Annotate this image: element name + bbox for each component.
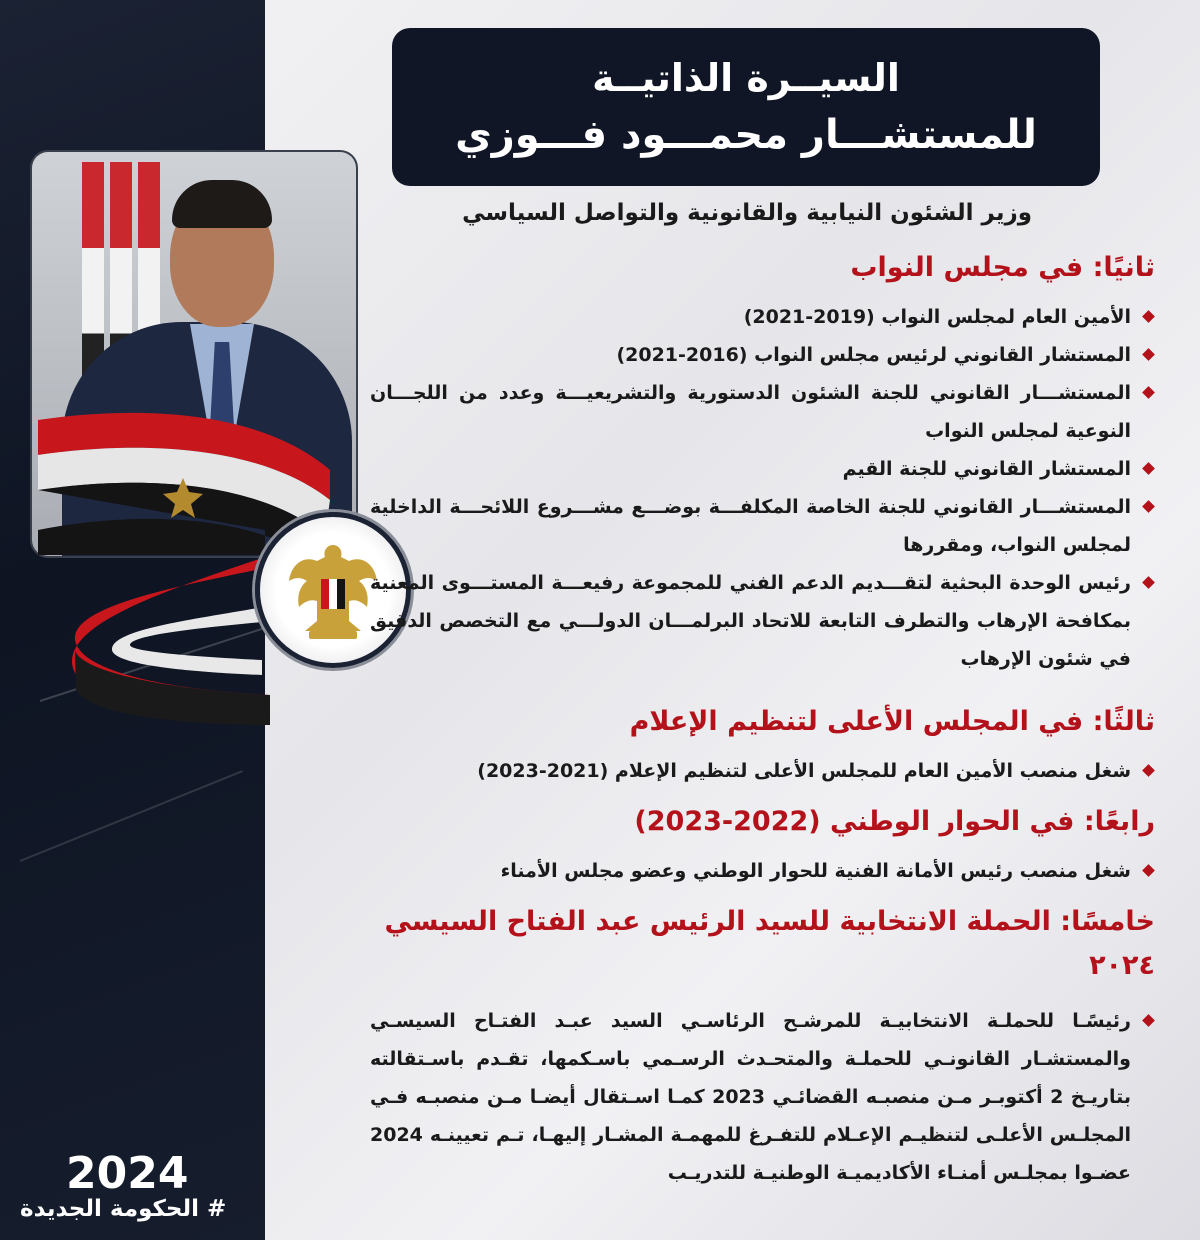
list-item: المستشـــار القانوني للجنة الخاصة المكلفـــة بوضـــع مشـــروع اللائحـــة الداخلية لمجلس النواب، ومقررها [370, 488, 1155, 564]
page-title-line2: للمستشـــار محمـــود فـــوزي [455, 112, 1037, 158]
list-item: المستشـــار القانوني للجنة الشئون الدستورية والتشريعيـــة وعدد من اللجـــان النوعية لمجلس النواب [370, 374, 1155, 450]
list-item: المستشار القانوني لرئيس مجلس النواب (2016-2021) [370, 336, 1155, 374]
list-item: رئيسًـا للحملـة الانتخابيـة للمرشـح الرئاسـي السيد عبـد الفتـاح السيسـي والمستشـار القانونـي للحملـة والمتحـدث الرسـمي باسـكمها، تقـدم باسـتقالته بتاريـخ 2 أكتوبـر مـن منصبـه القضائـي 2023 كمـا اسـتقال أيضـا مـن منصبـه فـي المجلـس الأعلـى لتنظيـم الإعـلام للتفـرغ للمهمـة المشـار إليهـا، تـم تعيينـه 2024 عضـوا بمجلـس أمنـاء الأكاديميـة الوطنيـة للتدريـب [370, 1002, 1155, 1192]
list-item: رئيس الوحدة البحثية لتقـــديم الدعم الفني للمجموعة رفيعـــة المستـــوى المعنية بمكافحة الإرهاب والتطرف التابعة للاتحاد البرلمـــان الدولـــي مع التخصص الدقيق في شئون الإرهاب [370, 564, 1155, 678]
footer-hashtag: # الحكومة الجديدة [20, 1196, 227, 1222]
section-title: ثانيًا: في مجلس النواب [850, 252, 1155, 283]
page-subtitle: وزير الشئون النيابية والقانونية والتواصل السياسي [462, 200, 1032, 226]
section-parliament [370, 246, 1155, 678]
section-title: ثالثًا: في المجلس الأعلى لتنظيم الإعلام [629, 706, 1155, 737]
list-item: الأمين العام لمجلس النواب (2019-2021) [370, 298, 1155, 336]
cv-content [370, 246, 1155, 1192]
page-title-line1: السيــرة الذاتيــة [592, 56, 900, 100]
light-streak [20, 770, 243, 862]
footer-year: 2024 [66, 1148, 189, 1199]
section-election-campaign [370, 900, 1155, 1192]
list-item: شغل منصب رئيس الأمانة الفنية للحوار الوطني وعضو مجلس الأمناء [370, 852, 1155, 890]
section-title: رابعًا: في الحوار الوطني (2022-2023) [634, 806, 1155, 837]
title-box [392, 28, 1100, 186]
list-item: شغل منصب الأمين العام للمجلس الأعلى لتنظيم الإعلام (2021-2023) [370, 752, 1155, 790]
section-national-dialogue [370, 800, 1155, 890]
section-title: خامسًا: الحملة الانتخابية للسيد الرئيس عبد الفتاح السيسي ٢٠٢٤ [384, 906, 1155, 981]
list-item: المستشار القانوني للجنة القيم [370, 450, 1155, 488]
section-media-council [370, 700, 1155, 790]
